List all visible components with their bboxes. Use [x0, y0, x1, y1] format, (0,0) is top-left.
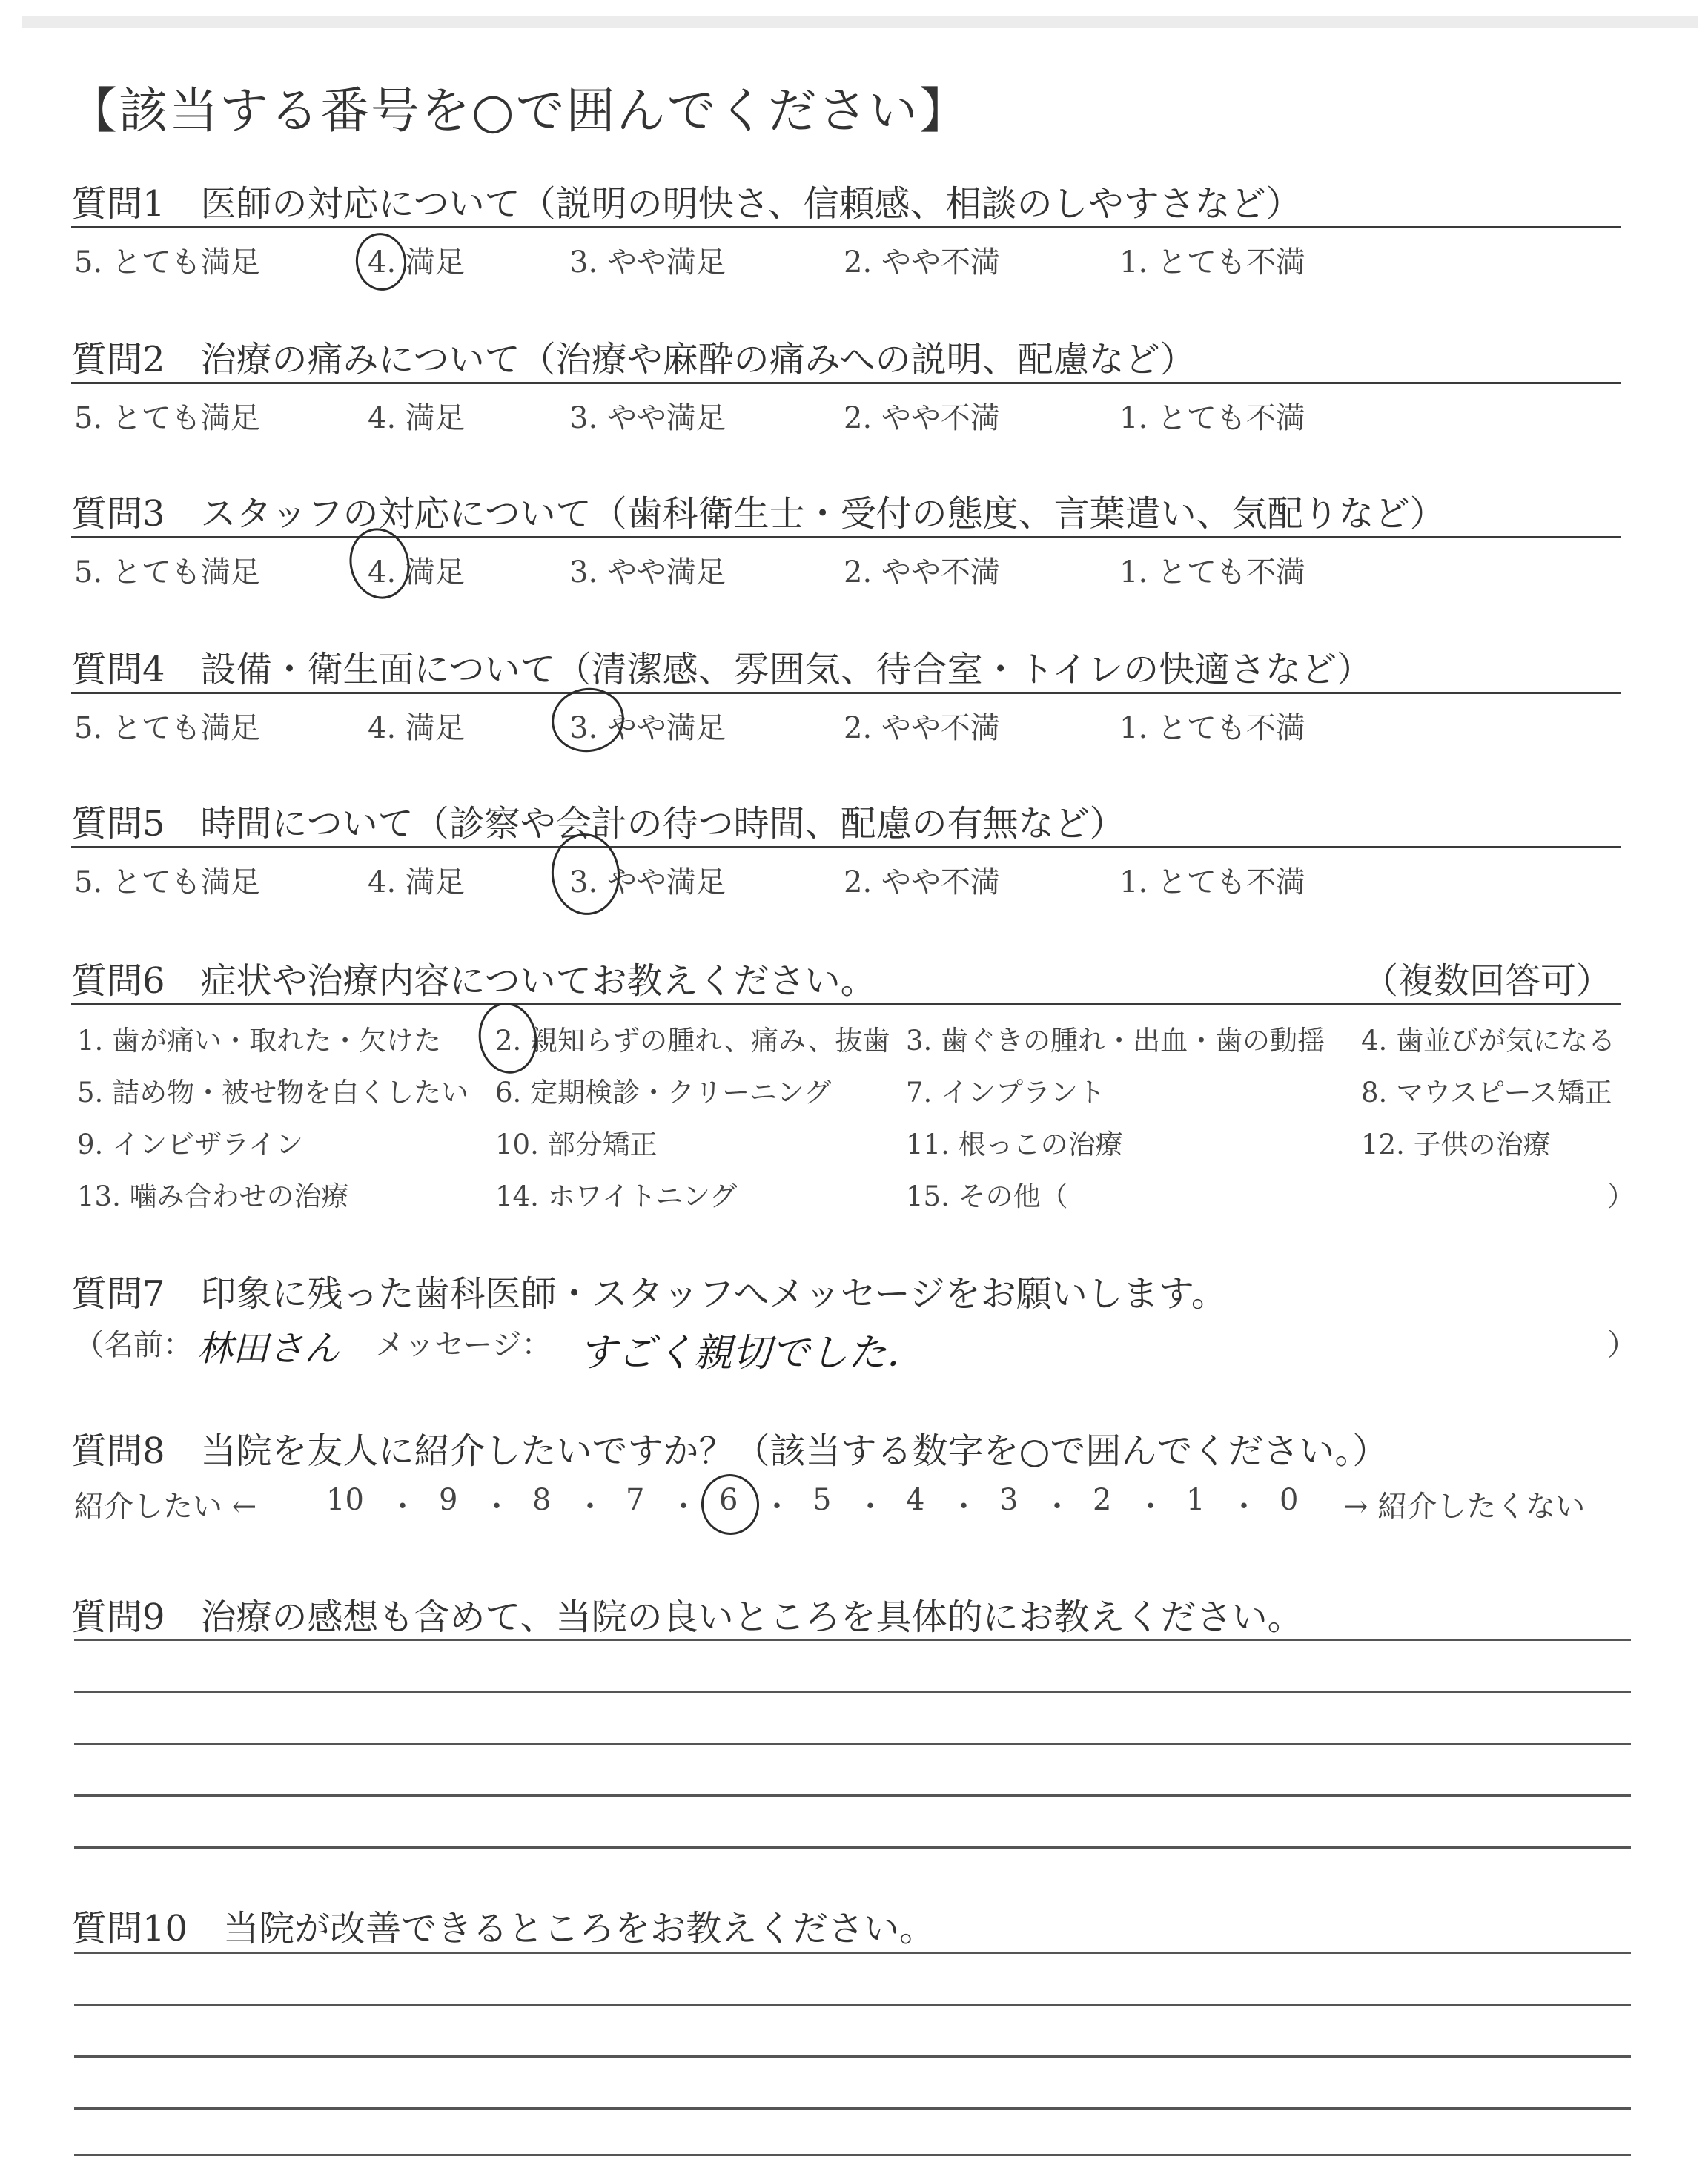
q5-option-1[interactable]: 1. とても不満 — [1119, 865, 1305, 899]
scale-sep: ・ — [669, 1490, 698, 1524]
symptom-2[interactable]: 2. 親知らずの腫れ、痛み、抜歯 — [495, 1025, 890, 1057]
q1-option-2[interactable]: 2. やや不満 — [844, 245, 1000, 280]
question-6-note: （複数回答可） — [1363, 960, 1612, 1002]
scale-8[interactable]: 8 — [532, 1483, 552, 1517]
question-4: 質問4 設備・衛生面について（清潔感、雰囲気、待合室・トイレの快適さなど） — [71, 649, 1373, 690]
q2-option-5[interactable]: 5. とても満足 — [74, 401, 260, 435]
q5-option-3[interactable]: 3. やや満足 — [569, 865, 726, 899]
message-close: ） — [1607, 1328, 1637, 1362]
scale-1[interactable]: 1 — [1186, 1483, 1205, 1517]
scale-sep: ・ — [762, 1490, 792, 1524]
q4-option-3[interactable]: 3. やや満足 — [569, 711, 726, 745]
q9-writing-line[interactable] — [74, 1639, 1631, 1641]
q4-option-4[interactable]: 4. 満足 — [368, 711, 465, 745]
q2-option-4[interactable]: 4. 満足 — [368, 401, 465, 435]
symptom-8[interactable]: 8. マウスピース矯正 — [1361, 1077, 1612, 1109]
question-10: 質問10 当院が改善できるところをお教えください。 — [71, 1908, 936, 1949]
q8-answer-circle — [698, 1471, 762, 1538]
q9-writing-line[interactable] — [74, 1794, 1631, 1797]
q3-option-2[interactable]: 2. やや不満 — [844, 555, 1000, 589]
q3-option-5[interactable]: 5. とても満足 — [74, 555, 260, 589]
scale-sep: ・ — [388, 1490, 417, 1524]
question-5-rule — [71, 846, 1621, 848]
scale-4[interactable]: 4 — [906, 1483, 925, 1517]
scale-sep: ・ — [482, 1490, 512, 1524]
question-1-rule — [71, 226, 1621, 228]
q5-option-2[interactable]: 2. やや不満 — [844, 865, 1000, 899]
symptom-3[interactable]: 3. 歯ぐきの腫れ・出血・歯の動揺 — [906, 1025, 1325, 1057]
scale-sep: ・ — [1136, 1490, 1165, 1524]
question-3: 質問3 スタッフの対応について（歯科衛生士・受付の態度、言葉遣い、気配りなど） — [71, 493, 1446, 535]
name-label: （名前： — [74, 1328, 193, 1362]
question-6-rule — [71, 1003, 1621, 1005]
question-6: 質問6 症状や治療内容についてお教えください。 — [71, 960, 876, 1002]
referral-left-label: 紹介したい ← — [74, 1490, 257, 1524]
scale-0[interactable]: 0 — [1280, 1483, 1299, 1517]
symptom-11[interactable]: 11. 根っこの治療 — [906, 1129, 1123, 1160]
q5-option-5[interactable]: 5. とても満足 — [74, 865, 260, 899]
symptom-15[interactable]: 15. その他（ — [906, 1180, 1068, 1212]
symptom-12[interactable]: 12. 子供の治療 — [1361, 1129, 1551, 1160]
q3-option-4[interactable]: 4. 満足 — [368, 555, 465, 589]
question-2-rule — [71, 382, 1621, 384]
q9-writing-line[interactable] — [74, 1691, 1631, 1693]
scale-6[interactable]: 6 — [719, 1483, 738, 1517]
symptom-6[interactable]: 6. 定期検診・クリーニング — [495, 1077, 832, 1109]
q1-option-4[interactable]: 4. 満足 — [368, 245, 465, 280]
scale-9[interactable]: 9 — [439, 1483, 458, 1517]
question-1: 質問1 医師の対応について（説明の明快さ、信頼感、相談のしやすさなど） — [71, 183, 1302, 225]
q10-writing-line[interactable] — [74, 1952, 1631, 1954]
q3-option-1[interactable]: 1. とても不満 — [1119, 555, 1305, 589]
q10-writing-line[interactable] — [74, 2154, 1631, 2156]
question-2: 質問2 治療の痛みについて（治療や麻酔の痛みへの説明、配慮など） — [71, 339, 1196, 380]
symptom-5[interactable]: 5. 詰め物・被せ物を白くしたい — [77, 1077, 469, 1109]
name-value[interactable]: 林田さん — [197, 1328, 340, 1370]
question-9: 質問9 治療の感想も含めて、当院の良いところを具体的にお教えください。 — [71, 1596, 1303, 1638]
scale-7[interactable]: 7 — [626, 1483, 645, 1517]
scale-sep: ・ — [1042, 1490, 1072, 1524]
q4-option-2[interactable]: 2. やや不満 — [844, 711, 1000, 745]
referral-right-label: → 紹介したくない — [1343, 1490, 1586, 1524]
scan-edge — [22, 16, 1698, 28]
q9-writing-line[interactable] — [74, 1743, 1631, 1745]
question-8: 質問8 当院を友人に紹介したいですか？（該当する数字を○で囲んでください。） — [71, 1430, 1388, 1472]
q4-option-5[interactable]: 5. とても満足 — [74, 711, 260, 745]
scale-3[interactable]: 3 — [999, 1483, 1019, 1517]
symptom-10[interactable]: 10. 部分矯正 — [495, 1129, 658, 1160]
q3-option-3[interactable]: 3. やや満足 — [569, 555, 726, 589]
symptom-14[interactable]: 14. ホワイトニング — [495, 1180, 738, 1212]
q4-option-1[interactable]: 1. とても不満 — [1119, 711, 1305, 745]
q9-writing-line[interactable] — [74, 1846, 1631, 1849]
q10-writing-line[interactable] — [74, 2107, 1631, 2110]
scale-2[interactable]: 2 — [1093, 1483, 1112, 1517]
q10-writing-line[interactable] — [74, 2004, 1631, 2006]
page-title: 【該当する番号を○で囲んでください】 — [68, 82, 970, 139]
scale-sep: ・ — [855, 1490, 885, 1524]
question-7: 質問7 印象に残った歯科医師・スタッフへメッセージをお願いします。 — [71, 1273, 1227, 1315]
message-label: メッセージ： — [375, 1328, 552, 1362]
scale-5[interactable]: 5 — [812, 1483, 832, 1517]
q2-option-3[interactable]: 3. やや満足 — [569, 401, 726, 435]
symptom-9[interactable]: 9. インビザライン — [77, 1129, 303, 1160]
q10-writing-line[interactable] — [74, 2055, 1631, 2058]
question-3-rule — [71, 536, 1621, 538]
q1-option-1[interactable]: 1. とても不満 — [1119, 245, 1305, 280]
symptom-7[interactable]: 7. インプラント — [906, 1077, 1106, 1109]
scale-sep: ・ — [1229, 1490, 1259, 1524]
question-4-rule — [71, 692, 1621, 694]
scale-sep: ・ — [575, 1490, 605, 1524]
q6-answer-circle — [473, 998, 542, 1078]
q2-option-1[interactable]: 1. とても不満 — [1119, 401, 1305, 435]
scale-10[interactable]: 10 — [326, 1483, 364, 1517]
symptom-4[interactable]: 4. 歯並びが気になる — [1361, 1025, 1616, 1057]
q1-option-3[interactable]: 3. やや満足 — [569, 245, 726, 280]
q1-option-5[interactable]: 5. とても満足 — [74, 245, 260, 280]
symptom-1[interactable]: 1. 歯が痛い・取れた・欠けた — [77, 1025, 442, 1057]
scale-sep: ・ — [949, 1490, 979, 1524]
message-value[interactable]: すごく親切でした． — [578, 1331, 926, 1375]
symptom-15-close: ） — [1607, 1180, 1635, 1212]
question-5: 質問5 時間について（診察や会計の待つ時間、配慮の有無など） — [71, 803, 1125, 845]
q5-option-4[interactable]: 4. 満足 — [368, 865, 465, 899]
q2-option-2[interactable]: 2. やや不満 — [844, 401, 1000, 435]
symptom-13[interactable]: 13. 噛み合わせの治療 — [77, 1180, 349, 1212]
